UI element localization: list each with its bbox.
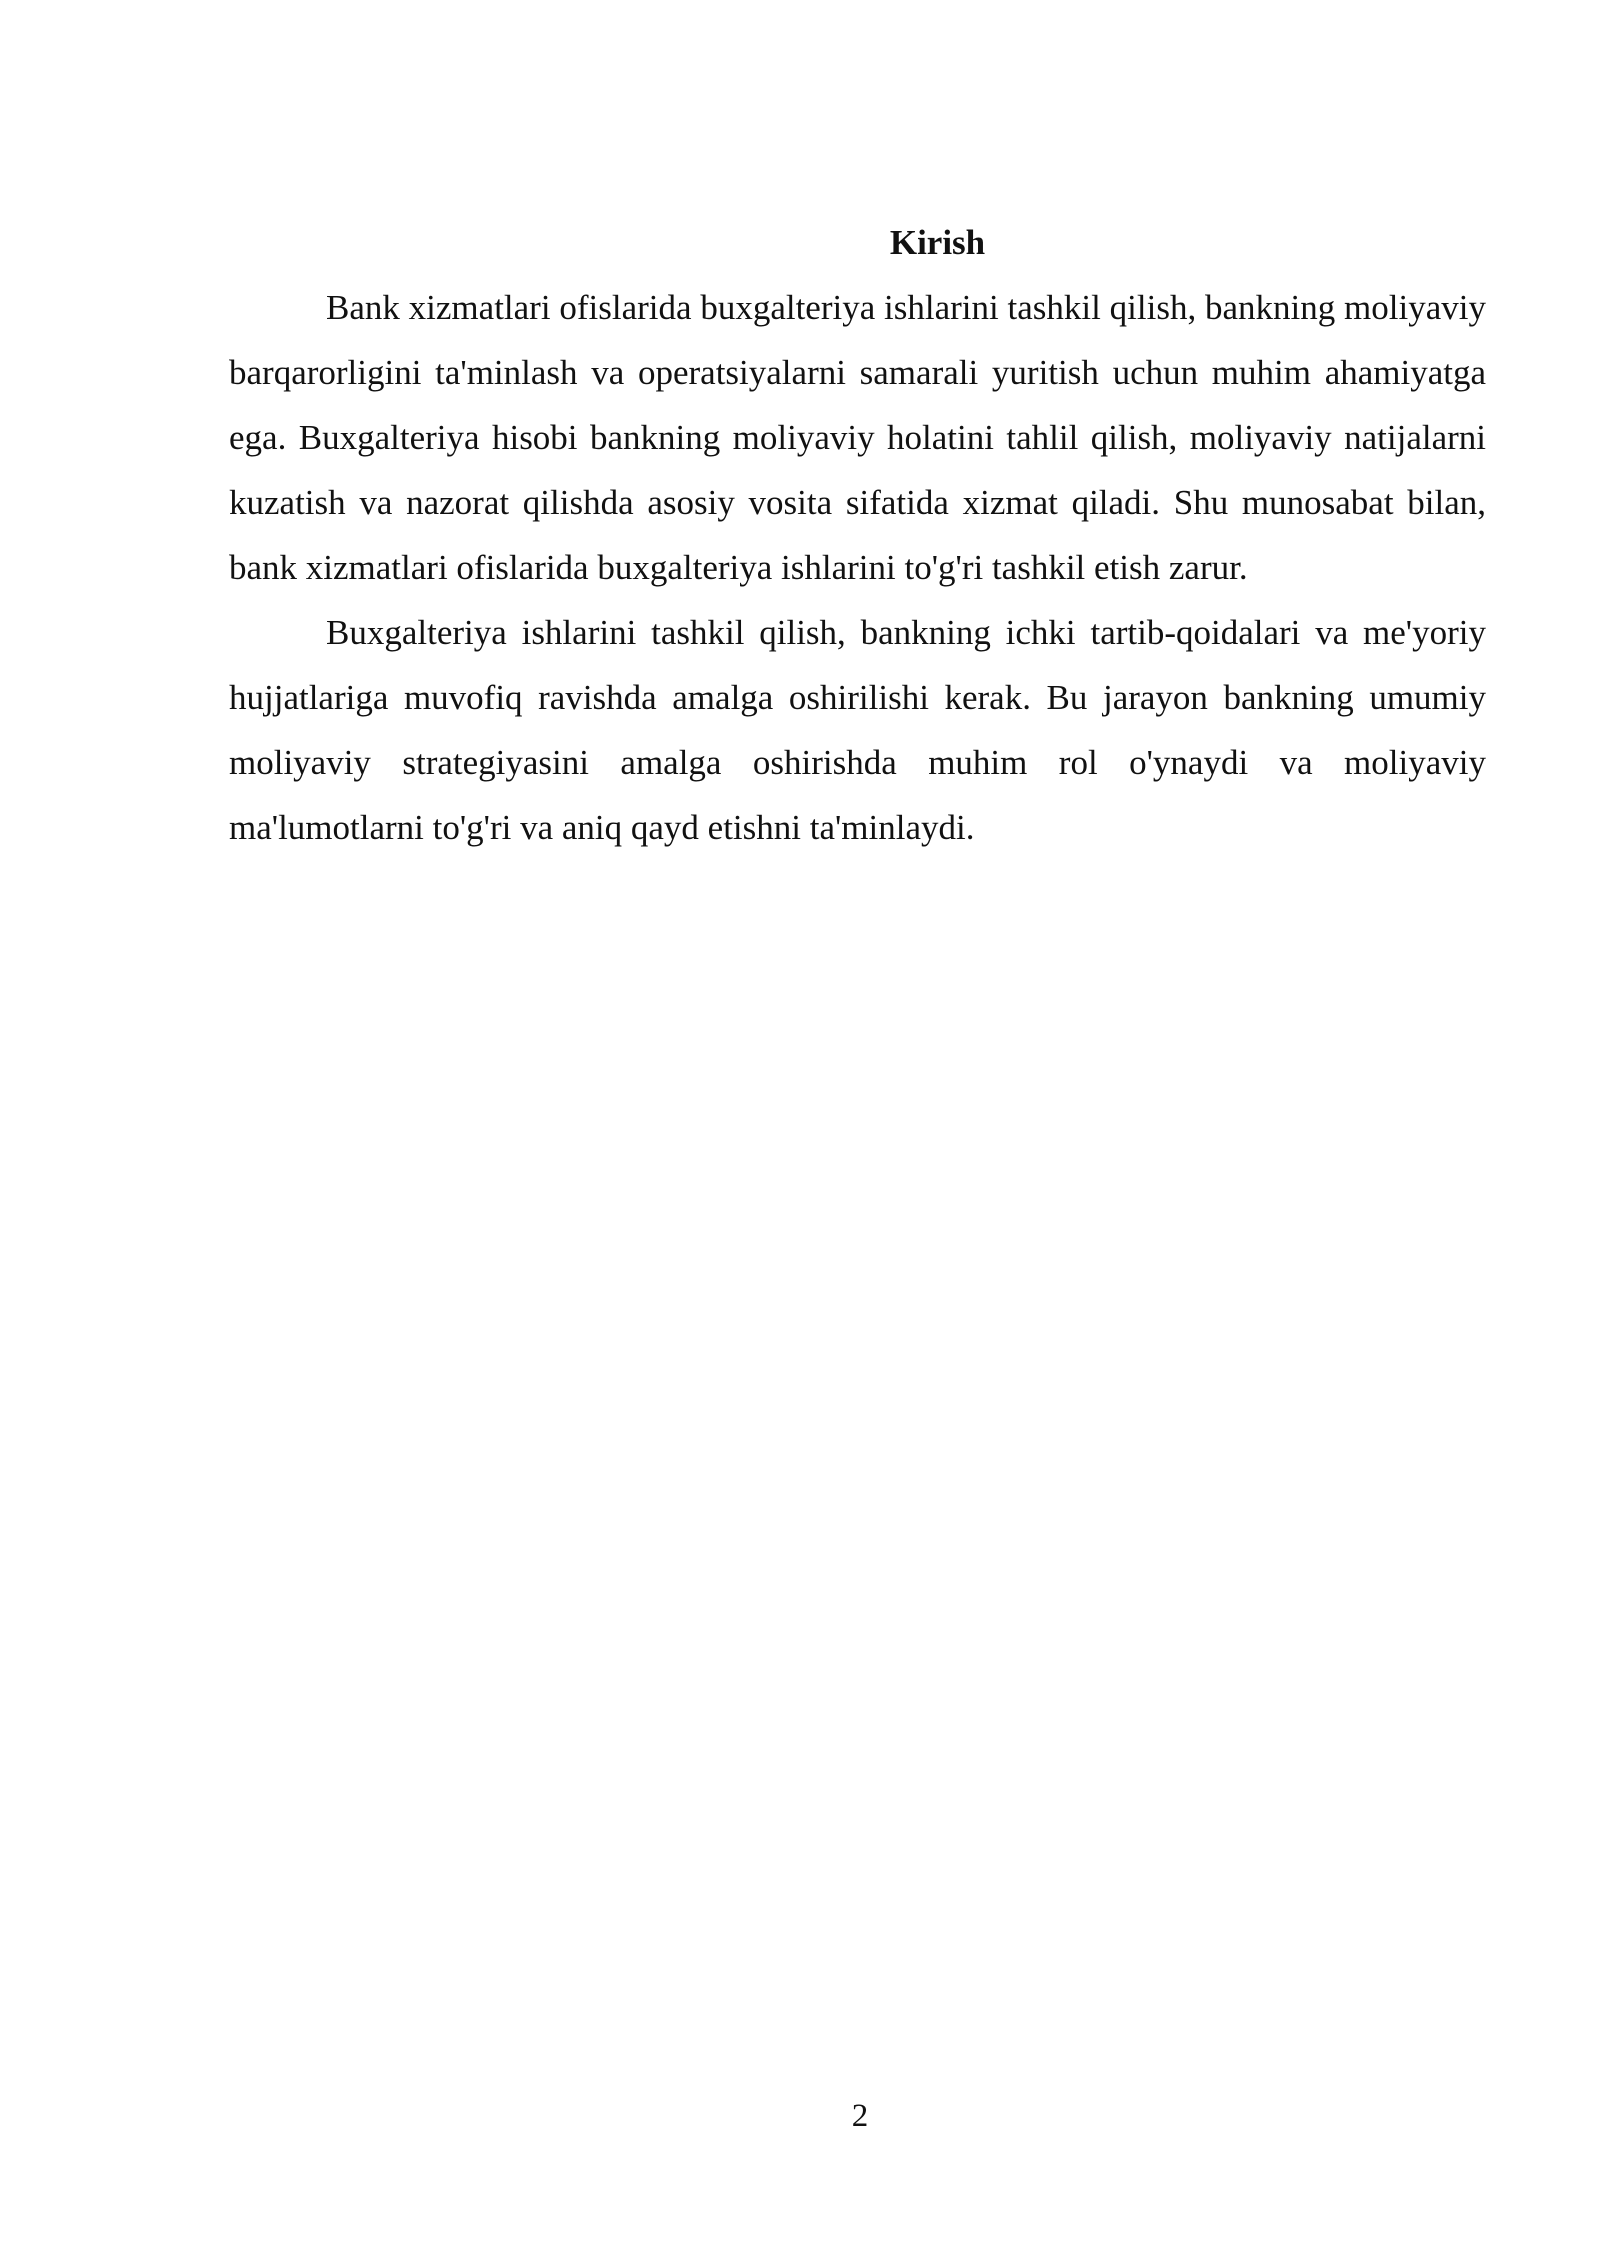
section-title: Kirish xyxy=(889,223,986,262)
page-content xyxy=(229,210,1486,860)
paragraph-1: Bank xizmatlari ofislarida buxgalteriya ishlarini tashkil qilish, bankning moliyaviy barqarorligini ta'minlash va operatsiyalarni samarali yuritish uchun muhim ahamiyatga ega. Buxgalteriya hisobi bankning moliyaviy holatini tahlil qilish, moliyaviy natijalarni kuzatish va nazorat qilishda asosiy vosita sifatida xizmat qiladi. Shu munosabat bilan, bank xizmatlari ofislarida buxgalteriya ishlarini to'g'ri tashkil etish zarur. xyxy=(229,288,1486,587)
paragraph-2: Buxgalteriya ishlarini tashkil qilish, bankning ichki tartib-qoidalari va me'yoriy hujjatlariga muvofiq ravishda amalga oshirilishi kerak. Bu jarayon bankning umumiy moliyaviy strategiyasini amalga oshirishda muhim rol o'ynaydi va moliyaviy ma'lumotlarni to'g'ri va aniq qayd etishni ta'minlaydi. xyxy=(229,613,1486,847)
page-number: 2 xyxy=(851,2098,869,2134)
